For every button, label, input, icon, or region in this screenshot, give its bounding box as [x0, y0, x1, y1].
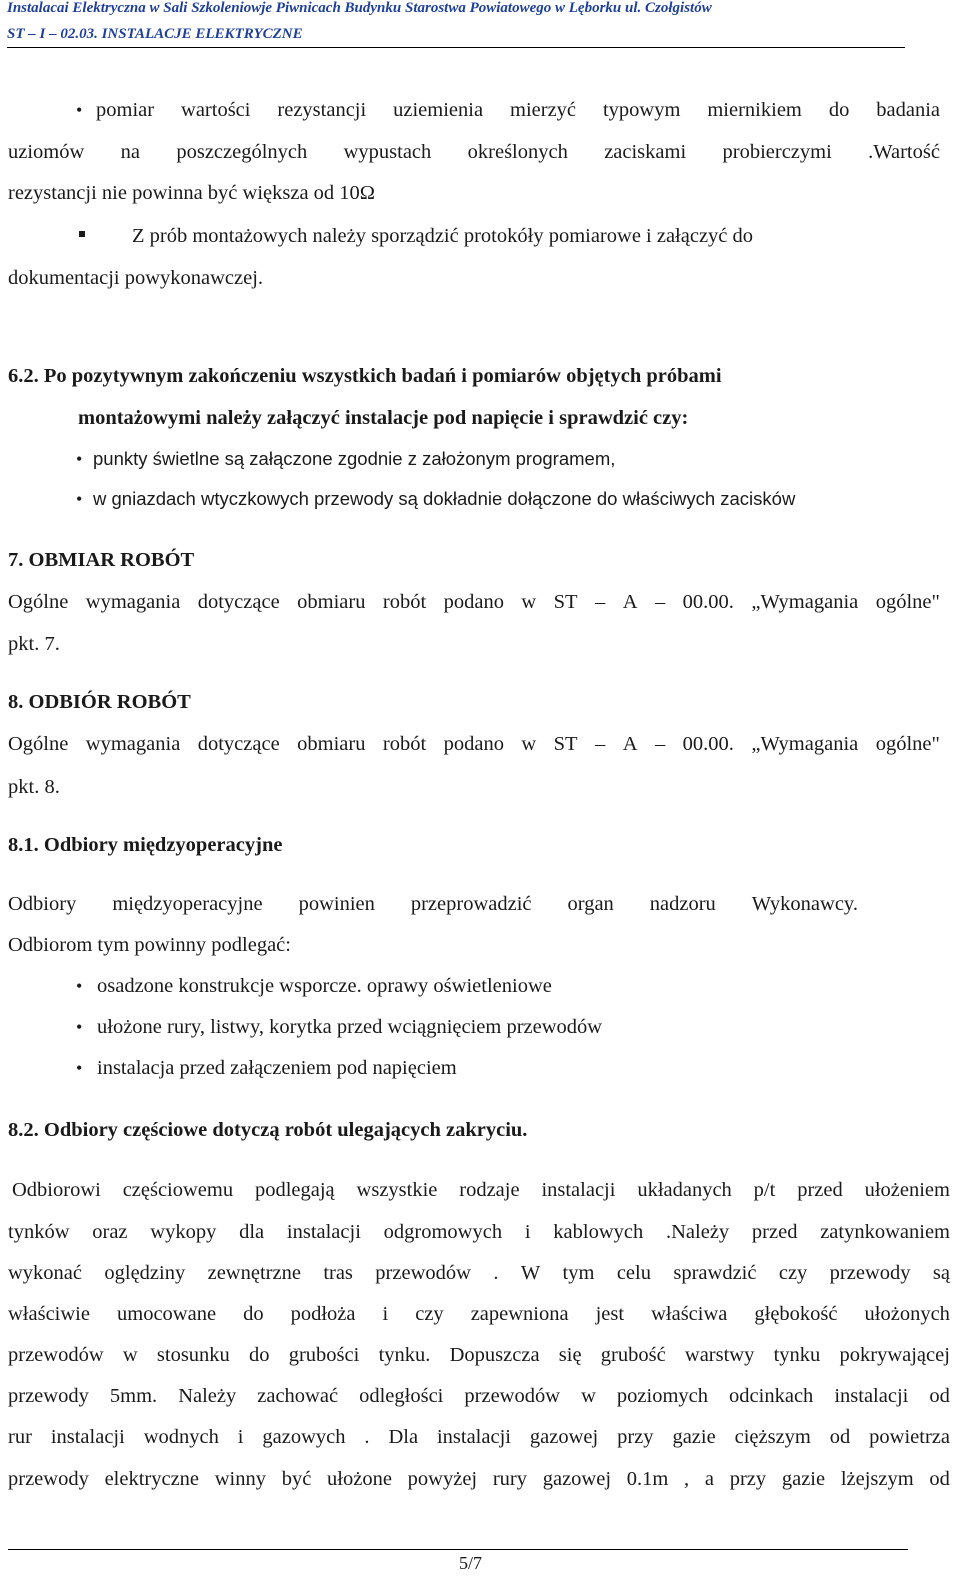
bullet-icon: •: [76, 449, 83, 469]
section-8-2-heading: 8.2. Odbiory częściowe dotyczą robót ulegających zakryciu.: [8, 1119, 528, 1141]
intro-square-line1: Z prób montażowych należy sporządzić protokóły pomiarowe i załączyć do: [132, 225, 754, 247]
section-8-1-text-line1: Odbiory międzyoperacyjne powinien przeprowadzić organ nadzoru Wykonawcy.: [8, 893, 858, 915]
section-6-2-heading-line2: montażowymi należy załączyć instalacje pod napięcie i sprawdzić czy:: [78, 407, 689, 429]
intro-bullet-line2: uziomów na poszczególnych wypustach określonych zaciskami probierczymi .Wartość: [8, 141, 940, 163]
list-item: w gniazdach wtyczkowych przewody są dokładnie dołączone do właściwych zacisków: [93, 488, 796, 509]
paragraph-line: przewodów w stosunku do grubości tynku. Dopuszcza się grubość warstwy tynku pokrywającej: [8, 1344, 950, 1366]
section-8-heading: 8. ODBIÓR ROBÓT: [8, 691, 191, 713]
header-title: Instalacai Elektryczna w Sali Szkoleniowje Piwnicach Budynku Starostwa Powiatowego w Lęborku ul. Czołgistów: [7, 0, 712, 16]
intro-square-line2: dokumentacji powykonawczej.: [8, 267, 264, 289]
square-bullet-icon: [79, 231, 85, 237]
list-item: ułożone rury, listwy, korytka przed wciągnięciem przewodów: [97, 1016, 603, 1038]
list-item: osadzone konstrukcje wsporcze. oprawy oświetleniowe: [97, 975, 552, 997]
section-8-1-text-line2: Odbiorom tym powinny podlegać:: [8, 934, 291, 956]
intro-bullet-line3: rezystancji nie powinna być większa od 10Ω: [8, 182, 376, 204]
paragraph-line: tynków oraz wykopy dla instalacji odgromowych i kablowych .Należy przed zatynkowaniem: [8, 1221, 950, 1243]
section-7-text-line2: pkt. 7.: [8, 633, 60, 655]
paragraph-line: właściwie umocowane do podłoża i czy zapewniona jest właściwa głębokość ułożonych: [8, 1303, 950, 1325]
section-8-text-line1: Ogólne wymagania dotyczące obmiaru robót podano w ST – A – 00.00. „Wymagania ogólne": [8, 733, 940, 755]
section-8-1-heading: 8.1. Odbiory międzyoperacyjne: [8, 834, 283, 856]
header-subtitle: ST – I – 02.03. INSTALACJE ELEKTRYCZNE: [7, 26, 303, 42]
section-7-text-line1: Ogólne wymagania dotyczące obmiaru robót podano w ST – A – 00.00. „Wymagania ogólne": [8, 591, 940, 613]
intro-bullet-line1: pomiar wartości rezystancji uziemienia mierzyć typowym miernikiem do badania: [96, 99, 940, 121]
paragraph-line: przewody elektryczne winny być ułożone powyżej rury gazowej 0.1m , a przy gazie lżejszym od: [8, 1468, 950, 1490]
paragraph-line: przewody 5mm. Należy zachować odległości przewodów w poziomych odcinkach instalacji od: [8, 1385, 950, 1407]
bullet-icon: •: [76, 100, 83, 120]
footer-divider: [8, 1549, 908, 1550]
header-divider: [7, 47, 905, 48]
bullet-icon: •: [76, 1058, 83, 1078]
paragraph-line: rur instalacji wodnych i gazowych . Dla instalacji gazowej przy gazie cięższym od powietrza: [8, 1426, 950, 1448]
bullet-icon: •: [76, 1017, 83, 1037]
bullet-icon: •: [76, 489, 83, 509]
paragraph-line: wykonać oględziny zewnętrzne tras przewodów . W tym celu sprawdzić czy przewody są: [8, 1262, 950, 1284]
page-number: 5/7: [459, 1553, 483, 1573]
section-7-heading: 7. OBMIAR ROBÓT: [8, 549, 195, 571]
list-item: punkty świetlne są załączone zgodnie z założonym programem,: [93, 448, 616, 469]
section-8-text-line2: pkt. 8.: [8, 776, 60, 798]
bullet-icon: •: [76, 976, 83, 996]
list-item: instalacja przed załączeniem pod napięciem: [97, 1057, 457, 1079]
section-6-2-heading-line1: 6.2. Po pozytywnym zakończeniu wszystkich badań i pomiarów objętych próbami: [8, 365, 722, 387]
paragraph-line: Odbiorowi częściowemu podlegają wszystkie rodzaje instalacji układanych p/t przed ułożeniem: [12, 1179, 950, 1201]
